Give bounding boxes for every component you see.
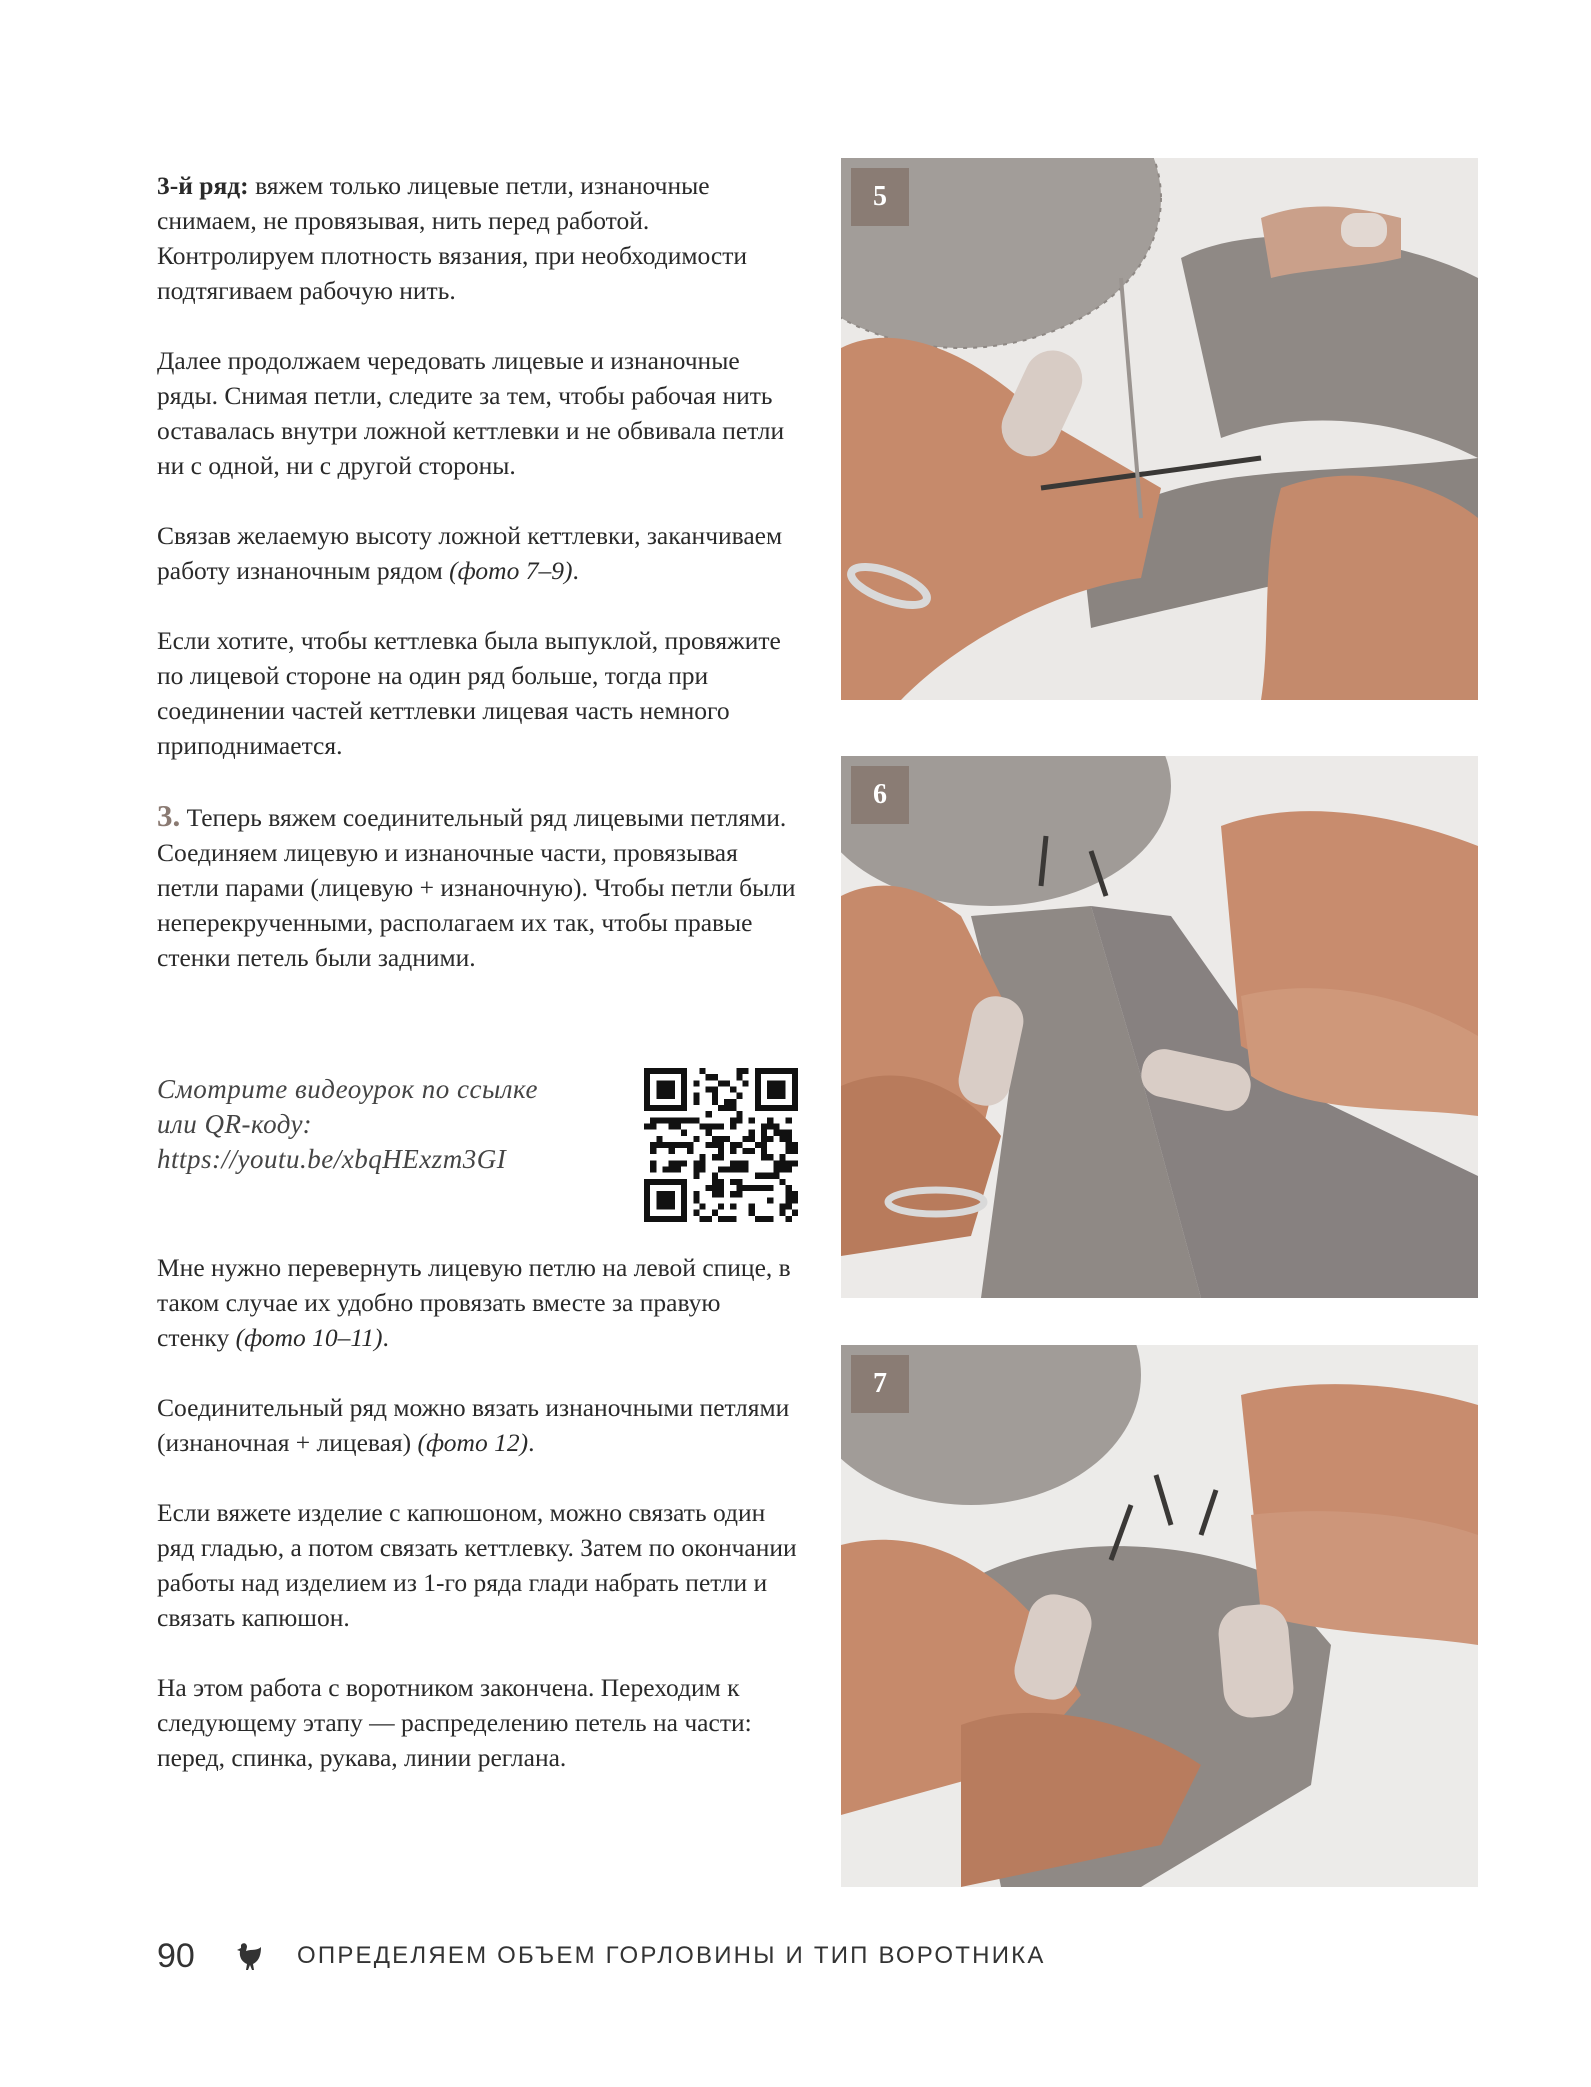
chapter-title: ОПРЕДЕЛЯЕМ ОБЪЕМ ГОРЛОВИНЫ И ТИП ВОРОТНИКА <box>297 1942 1046 1969</box>
paragraph-step-3 <box>157 798 797 975</box>
photo-reference: (фото 7–9) <box>449 556 573 585</box>
paragraph-text: Связав желаемую высоту ложной кеттлевки, заканчиваем работу изнаночным рядом <box>157 521 783 585</box>
page-number: 90 <box>157 1936 195 1975</box>
paragraph-continue <box>157 343 797 483</box>
paragraph-hood <box>157 1495 797 1635</box>
paragraph-finish <box>157 518 797 588</box>
paragraph-text: На этом работа с воротником закончена. Переходим к следующему этапу — распределению петель на части: перед, спинка, рукава, линии реглана. <box>157 1673 752 1772</box>
video-line-2: или QR-коду: <box>157 1109 313 1139</box>
body-text-bottom <box>157 1250 797 1810</box>
body-text-top <box>157 168 797 1010</box>
photo-number-badge: 6 <box>851 766 909 824</box>
paragraph-text: Далее продолжаем чередовать лицевые и изнаночные ряды. Снимая петли, следите за тем, чтобы рабочая нить оставалась внутри ложной кеттлевки и не обвивала петли ни с одной, ни с другой стороны. <box>157 346 785 480</box>
video-reference <box>157 1072 677 1177</box>
paragraph-tail: . <box>382 1323 389 1352</box>
paragraph-flip-loop <box>157 1250 797 1355</box>
knitting-photo-5 <box>841 158 1478 700</box>
paragraph-text: вяжем только лицевые петли, изнаночные снимаем, не провязывая, нить перед работой. Контролируем плотность вязания, при необходимости подтягиваем рабочую нить. <box>157 171 747 305</box>
paragraph-purl-join <box>157 1390 797 1460</box>
photo-reference: (фото 10–11) <box>235 1323 383 1352</box>
paragraph-next-stage <box>157 1670 797 1775</box>
photo-reference: (фото 12) <box>417 1428 529 1457</box>
paragraph-tail: . <box>528 1428 535 1457</box>
row-label: 3-й ряд: <box>157 171 249 200</box>
video-url[interactable]: https://youtu.be/xbqHExzm3GI <box>157 1144 507 1174</box>
step-number: 3. <box>157 798 181 833</box>
knitting-photo-6 <box>841 756 1478 1298</box>
video-line-1: Смотрите видеоурок по ссылке <box>157 1074 538 1104</box>
knitting-photo-7 <box>841 1345 1478 1887</box>
qr-code-image <box>644 1068 798 1222</box>
paragraph-text: Если хотите, чтобы кеттлевка была выпуклой, провяжите по лицевой стороне на один ряд больше, тогда при соединении частей кеттлевки лицевая часть немного приподнимается. <box>157 626 781 760</box>
qr-code[interactable] <box>644 1068 798 1222</box>
paragraph-convex <box>157 623 797 763</box>
photo-6 <box>841 756 1478 1298</box>
paragraph-row-3 <box>157 168 797 308</box>
paragraph-text: Мне нужно перевернуть лицевую петлю на левой спице, в таком случае их удобно провязать вместе за правую стенку <box>157 1253 791 1352</box>
paragraph-text: Соединительный ряд можно вязать изнаночными петлями (изнаночная + лицевая) <box>157 1393 790 1457</box>
page-footer <box>157 1936 1046 1976</box>
paragraph-text: Если вяжете изделие с капюшоном, можно связать один ряд гладью, а потом связать кеттлевку. Затем по окончании работы над изделием из 1-го ряда глади набрать петли и связать капюшон. <box>157 1498 797 1632</box>
photo-number-badge: 7 <box>851 1355 909 1413</box>
paragraph-text: Теперь вяжем соединительный ряд лицевыми петлями. Соединяем лицевую и изнаночные части, провязывая петли парами (лицевую + изнаночную). Чтобы петли были неперекрученными, располагаем их так, чтобы правые стенки петель были задними. <box>157 803 796 972</box>
photo-number-badge: 5 <box>851 168 909 226</box>
photo-7 <box>841 1345 1478 1887</box>
paragraph-tail: . <box>572 556 579 585</box>
photo-5 <box>841 158 1478 700</box>
hen-icon <box>233 1939 267 1973</box>
